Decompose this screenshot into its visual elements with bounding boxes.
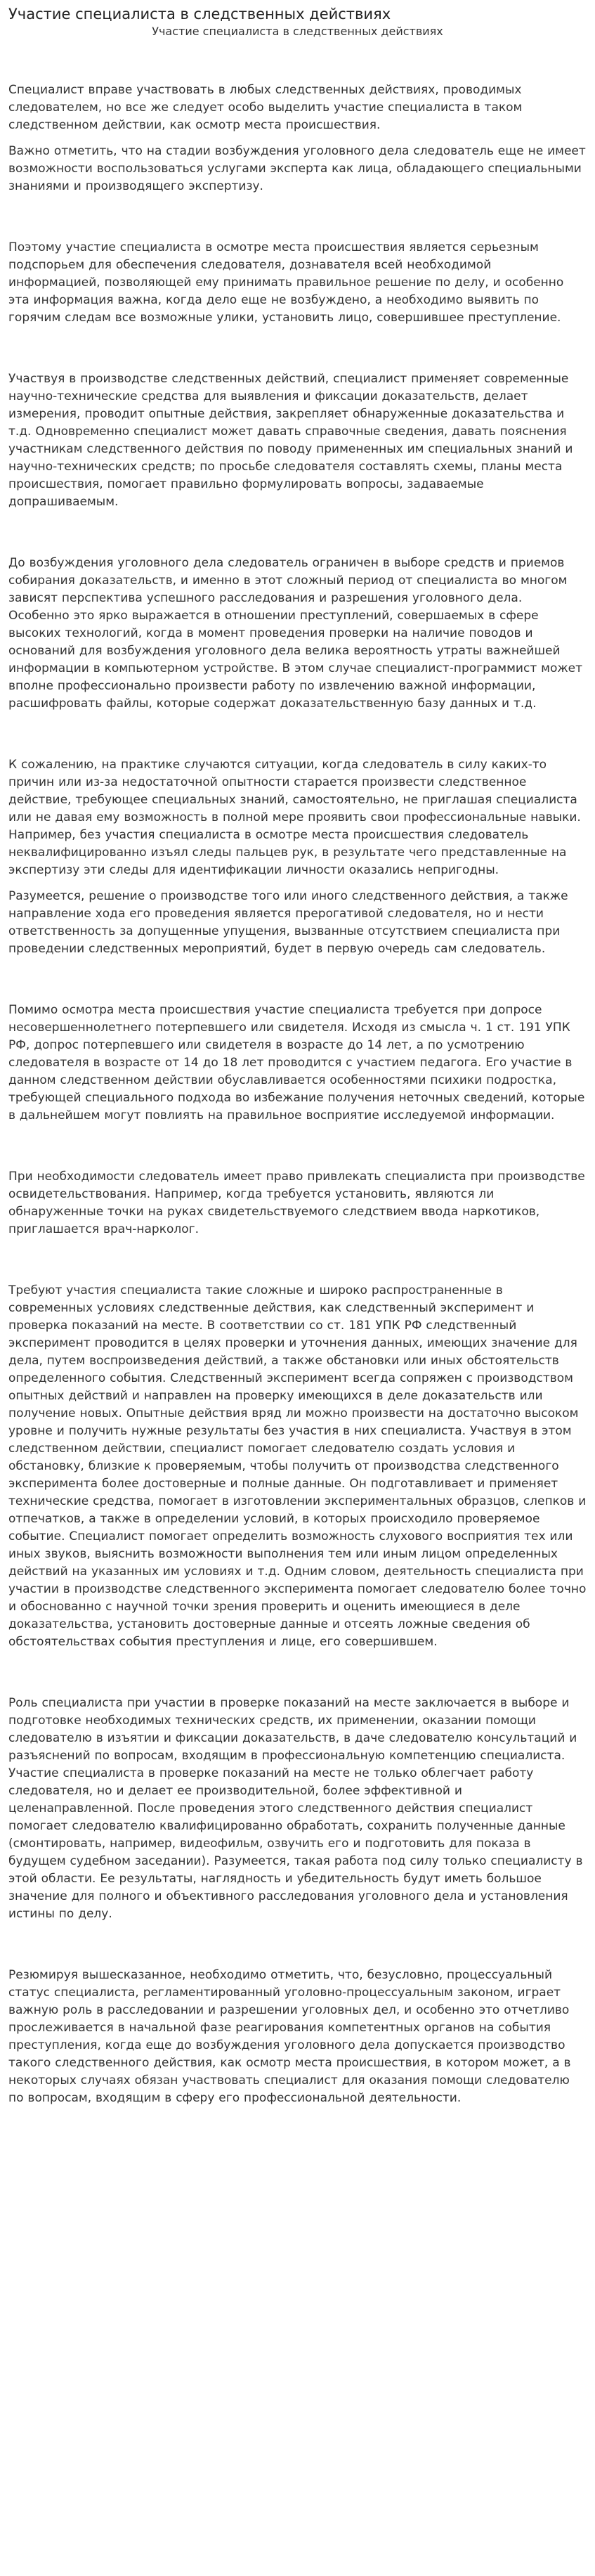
paragraph-gap [8, 1651, 587, 1695]
paragraph-gap [8, 1125, 587, 1168]
paragraph-gap [8, 134, 587, 143]
paragraph-gap [8, 327, 587, 370]
paragraph-gap [8, 511, 587, 555]
page-title: Участие специалиста в следственных действиях [8, 6, 391, 22]
paragraph-2: Важно отметить, что на стадии возбуждения уголовного дела следователь еще не имеет возможности воспользоваться услугами эксперта как лица, обладающего специальными знаниями и производящего экспертизу. [8, 144, 586, 193]
article-subtitle: Участие специалиста в следственных действиях [152, 25, 443, 38]
paragraph-gap [8, 1923, 587, 1967]
paragraph-gap [8, 195, 587, 239]
paragraph-gap [8, 713, 587, 756]
paragraph-9: При необходимости следователь имеет право привлекать специалиста при производстве освидетельствования. Например, когда требуется установить, являются ли обнаруженные точки на руках свидетельствуемого следствием ввода наркотиков, приглашается врач-нарколог. [8, 1170, 585, 1236]
paragraph-12: Резюмируя вышесказанное, необходимо отметить, что, безусловно, процессуальный статус специалиста, регламентированный уголовно-процессуальным законом, играет важную роль в расследовании и разрешении уголовных дел, и особенно это отчетливо прослеживается в начальной фазе реагирования компетентных органов на события преступления, когда еще до возбуждения уголовного дела допускается производство такого следственного действия, как осмотр места происшествия, в котором может, а в некоторых случаях обязан участвовать специалист для оказания помощи следователю по вопросам, входящим в сферу его профессиональной деятельности. [8, 1968, 571, 2105]
paragraph-4: Участвуя в производстве следственных действий, специалист применяет современные научно-технические средства для выявления и фиксации доказательств, делает измерения, проводит опытные действия, закрепляет обнаруженные доказательства и т.д. Одновременно специалист может давать справочные сведения, давать пояснения участникам следственного действия по поводу примененных им специальных знаний и научно-технических средств; по просьбе следователя составлять схемы, планы места происшествия, помогает правильно формулировать вопросы, задаваемые допрашиваемым. [8, 372, 573, 509]
paragraph-10: Требуют участия специалиста такие сложные и широко распространенные в современных условиях следственные действия, как следственный эксперимент и проверка показаний на месте. В соответствии со ст. 181 УПК РФ следственный эксперимент проводится в целях проверки и уточнения данных, имеющих значение для дела, путем воспроизведения действий, а также обстановки или иных обстоятельств определенного события. Следственный эксперимент всегда сопряжен с производством опытных действий и направлен на проверку имеющихся в деле доказательств или получение новых. Опытные действия вряд ли можно произвести на достаточно высоком уровне и получить нужные результаты без участия в них специалиста. Участвуя в этом следственном действии, специалист помогает следователю создать условия и обстановку, близкие к проверяемым, чтобы получить от производства следственного эксперимента более достоверные и полные данные. Он подготавливает и применяет технические средства, помогает в изготовлении экспериментальных образцов, слепков и отпечатков, а также в определении условий, в которых происходило проверяемое событие. Специалист помогает определить возможность слухового восприятия тех или иных звуков, выяснить возможности выполнения тем или иным лицом определенных действий на указанных им условиях и т.д. Одним словом, деятельность специалиста при участии в производстве следственного эксперимента помогает следователю более точно и обоснованно с научной точки зрения проверить и оценить имеющиеся в деле доказательства, установить достоверные данные и отсеять ложные сведения об обстоятельствах события преступления и лице, его совершившем. [8, 1283, 587, 1649]
paragraph-11: Роль специалиста при участии в проверке показаний на месте заключается в выборе и подготовке необходимых технических средств, их применении, оказании помощи следователю в изъятии и фиксации доказательств, в даче следователю консультаций и разъяснений по вопросам, входящим в профессиональную компетенцию специалиста. Участие специалиста в проверке показаний на месте не только облегчает работу следователя, но и делает ее производительной, более эффективной и целенаправленной. После проведения этого следственного действия специалист помогает следователю квалифицированно обработать, сохранить полученные данные (смонтировать, например, видеофильм, озвучить его и подготовить для показа в будущем судебном заседании). Разумеется, такая работа под силу только специалисту в этой области. Ее результаты, наглядность и убедительность будут иметь большое значение для полного и объективного расследования уголовного дела и установления истины по делу. [8, 1696, 583, 1921]
paragraph-8: Помимо осмотра места происшествия участие специалиста требуется при допросе несовершеннолетнего потерпевшего или свидетеля. Исходя из смысла ч. 1 ст. 191 УПК РФ, допрос потерпевшего или свидетеля в возрасте до 14 лет, а по усмотрению следователя в возрасте от 14 до 18 лет проводится с участием педагога. Его участие в данном следственном действии обуславливается особенностями психики подростка, требующей специального подхода во избежание получения неточных сведений, которые в дальнейшем могут повлиять на правильное восприятие исследуемой информации. [8, 1003, 585, 1122]
paragraph-3: Поэтому участие специалиста в осмотре места происшествия является серьезным подспорьем для обеспечения следователя, дознавателя всей необходимой информацией, позволяющей ему принимать правильное решение по делу, и особенно эта информация важна, когда дело еще не возбуждено, а необходимо выявить по горячим следам все возможные улики, установить лицо, совершившее преступление. [8, 240, 564, 325]
paragraph-gap [8, 1238, 587, 1282]
paragraph-1: Специалист вправе участвовать в любых следственных действиях, проводимых следователем, но все же следует особо выделить участие специалиста в таком следственном действии, как осмотр места происшествия. [8, 83, 523, 132]
paragraph-gap [8, 958, 587, 1002]
paragraph-7: Разумеется, решение о производстве того или иного следственного действия, а также направление хода его проведения является прерогативой следователя, но и нести ответственность за допущенные упущения, вызванные отсутствием специалиста при проведении следственных мероприятий, будет в первую очередь сам следователь. [8, 889, 568, 956]
paragraph-5: До возбуждения уголовного дела следователь ограничен в выборе средств и приемов собирания доказательств, и именно в этот сложный период от специалиста во многом зависят перспектива успешного расследования и разрешения уголовного дела. Особенно это ярко выражается в отношении преступлений, совершаемых в сфере высоких технологий, когда в момент проведения проверки на наличие поводов и оснований для возбуждения уголовного дела велика вероятность утраты важнейшей информации в компьютерном устройстве. В этом случае специалист-программист может вполне профессионально произвести работу по извлечению важной информации, расшифровать файлы, которые содержат доказательственную базу данных и т.д. [8, 556, 583, 711]
paragraph-gap [8, 879, 587, 888]
paragraph-6: К сожалению, на практике случаются ситуации, когда следователь в силу каких-то причин или из-за недостаточной опытности старается произвести следственное действие, требующее специальных знаний, самостоятельно, не приглашая специалиста или не давая ему возможность в полной мере проявить свои профессиональные навыки. Например, без участия специалиста в осмотре места происшествия следователь неквалифицированно изъял следы пальцев рук, в результате чего представленные на экспертизу эти следы для идентификации личности оказались непригодны. [8, 758, 581, 877]
